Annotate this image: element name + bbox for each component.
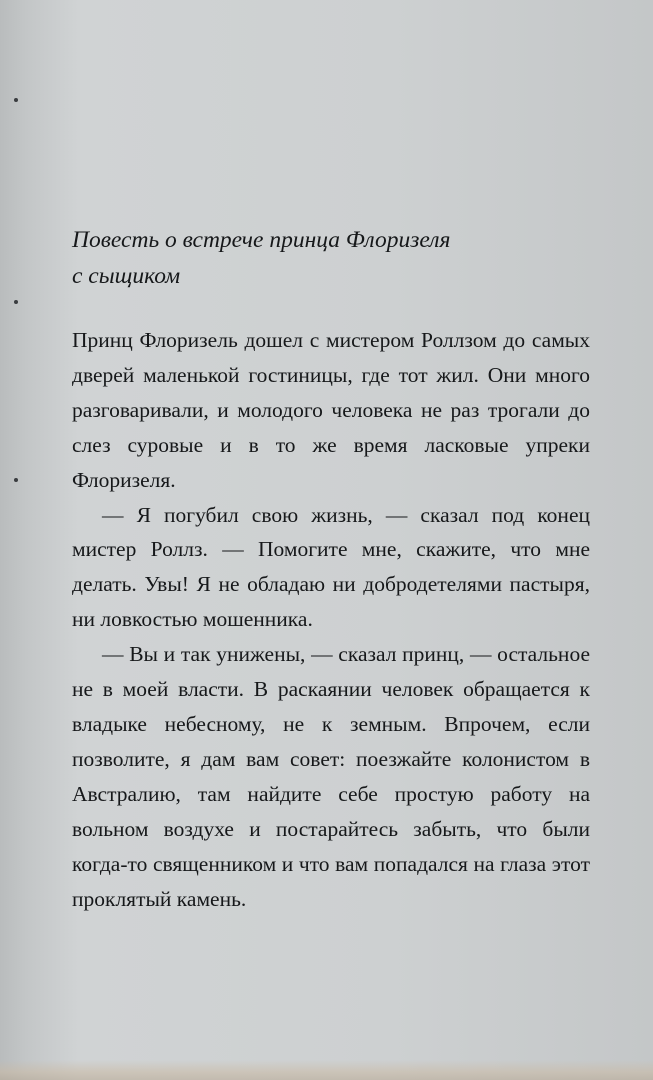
spine-mark (14, 98, 18, 102)
chapter-title-line-1: Повесть о встрече принца Флоризеля (72, 227, 451, 253)
paragraph: — Вы и так унижены, — сказал принц, — остальное не в моей власти. В раскаянии человек обращается к владыке небесному, не к земным. Впрочем, если позволите, я дам вам совет: поезжайте колонистом в Австралию, там найдите себе простую работу на вольном воздухе и постарайтесь забыть, что были когда-то священником и что вам попадался на глаза этот проклятый камень. (72, 642, 590, 911)
paragraph: Принц Флоризель дошел с мистером Роллзом до самых дверей маленькой гостиницы, где тот жил. Они много разговаривали, и молодого человека не раз трогали до слез суровые и в то же время ласковые упреки Флоризеля. (72, 328, 590, 492)
spine-mark (14, 300, 18, 304)
chapter-title-line-2: с сыщиком (72, 263, 181, 289)
spine-mark (14, 478, 18, 482)
chapter-title (72, 222, 592, 294)
paragraph: — Я погубил свою жизнь, — сказал под конец мистер Роллз. — Помогите мне, скажите, что мне делать. Увы! Я не обладаю ни добродетелями пастыря, ни ловкостью мошенника. (72, 502, 590, 632)
body-text (72, 323, 590, 916)
page-bottom-edge (0, 1060, 653, 1080)
